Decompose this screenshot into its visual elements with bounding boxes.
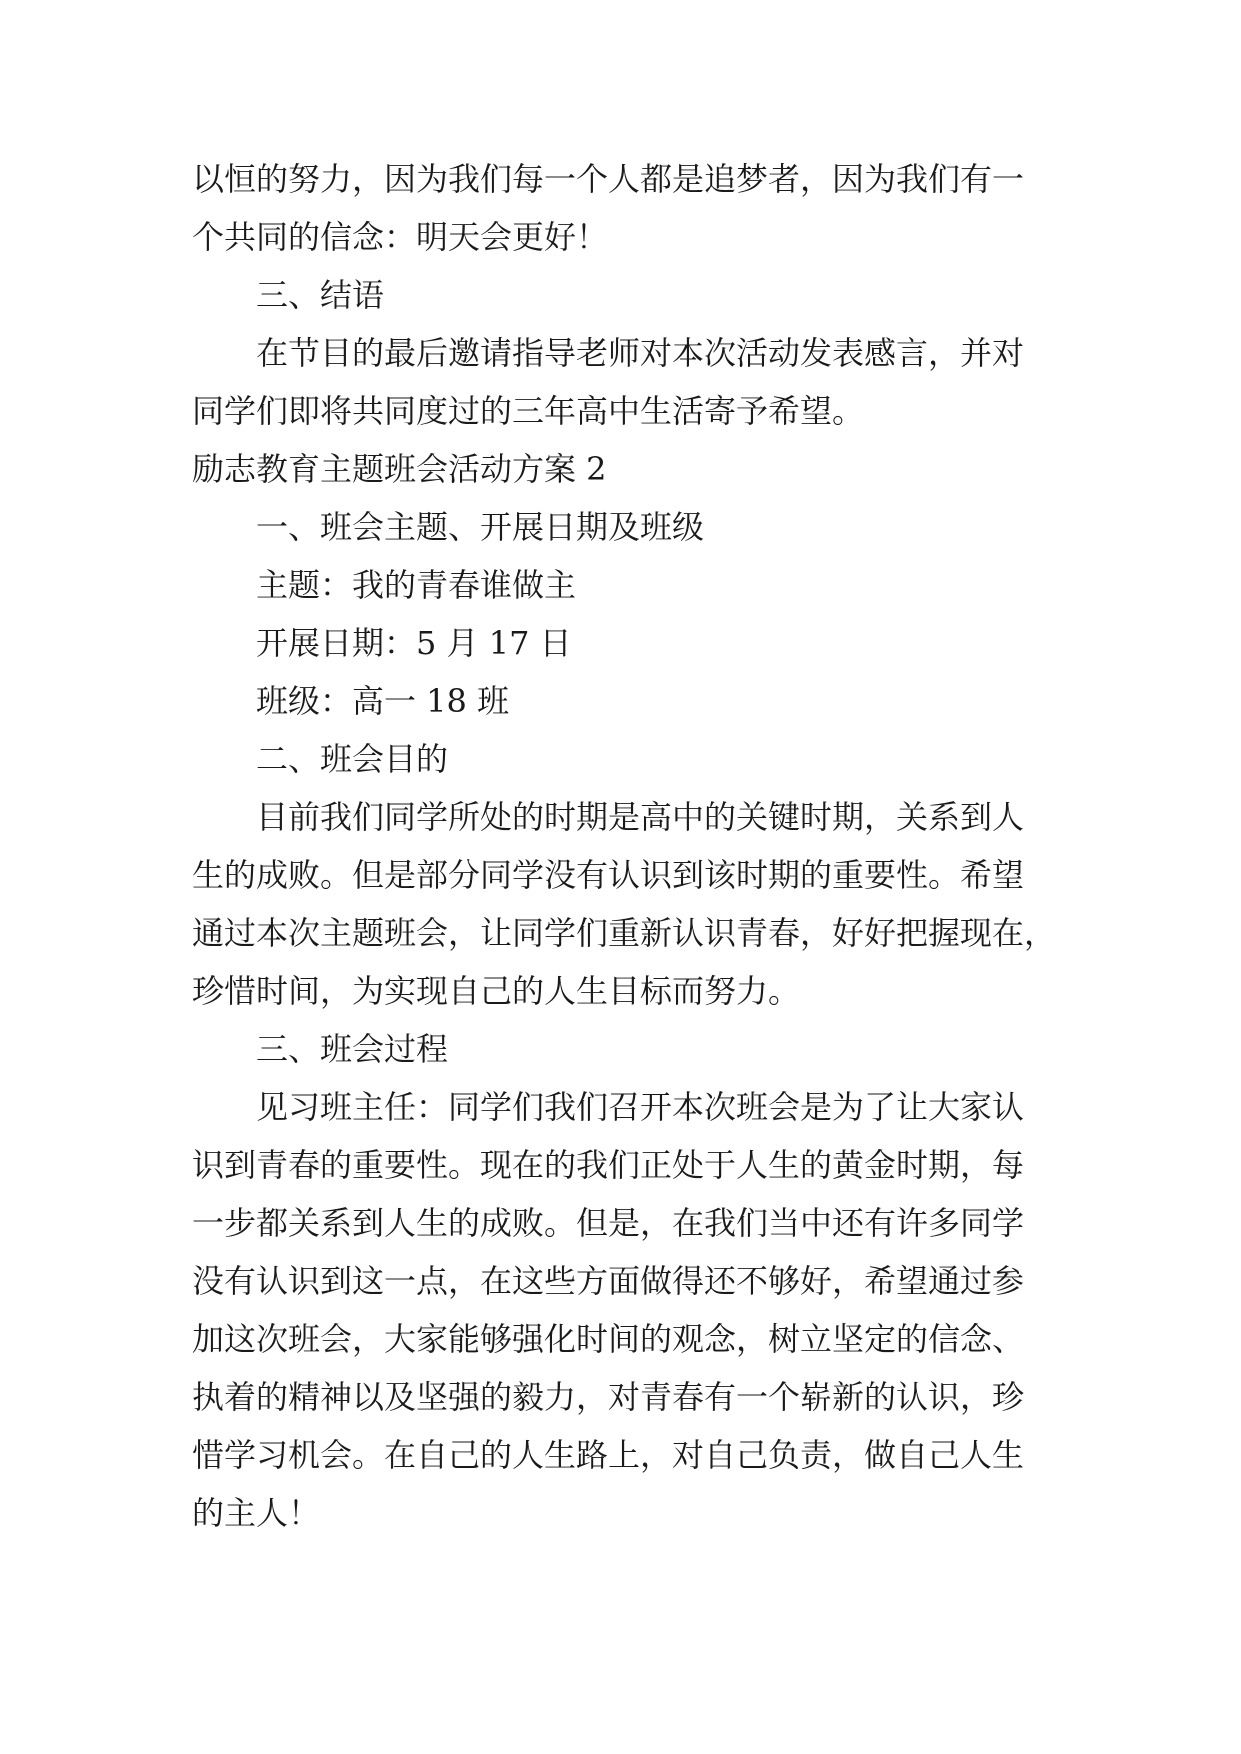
section-heading: 三、结语 (256, 276, 385, 314)
section-heading: 一、班会主题、开展日期及班级 (256, 508, 705, 546)
text-line: 同学们即将共同度过的三年高中生活寄予希望。 (192, 392, 865, 430)
text-line: 目前我们同学所处的时期是高中的关键时期，关系到人 (256, 798, 1025, 836)
text-line: 一步都关系到人生的成败。但是，在我们当中还有许多同学 (192, 1204, 1025, 1242)
text-line: 个共同的信念：明天会更好！ (192, 218, 609, 256)
text-line: 的主人！ (192, 1494, 321, 1532)
text-line: 加这次班会，大家能够强化时间的观念，树立坚定的信念、 (192, 1320, 1025, 1358)
text-line: 没有认识到这一点，在这些方面做得还不够好，希望通过参 (192, 1262, 1025, 1300)
class-line: 班级：高一 18 班 (256, 682, 510, 720)
text-line: 惜学习机会。在自己的人生路上，对自己负责，做自己人生 (192, 1436, 1025, 1474)
document-body (192, 150, 1072, 1542)
text-line: 以恒的努力，因为我们每一个人都是追梦者，因为我们有一 (192, 160, 1025, 198)
date-line: 开展日期：5 月 17 日 (256, 624, 572, 662)
text-line: 生的成败。但是部分同学没有认识到该时期的重要性。希望 (192, 856, 1025, 894)
theme-line: 主题：我的青春谁做主 (256, 566, 577, 604)
text-line: 见习班主任：同学们我们召开本次班会是为了让大家认 (256, 1088, 1025, 1126)
section-heading: 三、班会过程 (256, 1030, 449, 1068)
text-line: 通过本次主题班会，让同学们重新认识青春，好好把握现在， (192, 914, 1057, 952)
document-title: 励志教育主题班会活动方案 2 (192, 450, 607, 488)
text-line: 识到青春的重要性。现在的我们正处于人生的黄金时期，每 (192, 1146, 1025, 1184)
text-line: 珍惜时间，为实现自己的人生目标而努力。 (192, 972, 801, 1010)
text-line: 执着的精神以及坚强的毅力，对青春有一个崭新的认识，珍 (192, 1378, 1025, 1416)
text-line: 在节目的最后邀请指导老师对本次活动发表感言，并对 (256, 334, 1025, 372)
section-heading: 二、班会目的 (256, 740, 449, 778)
